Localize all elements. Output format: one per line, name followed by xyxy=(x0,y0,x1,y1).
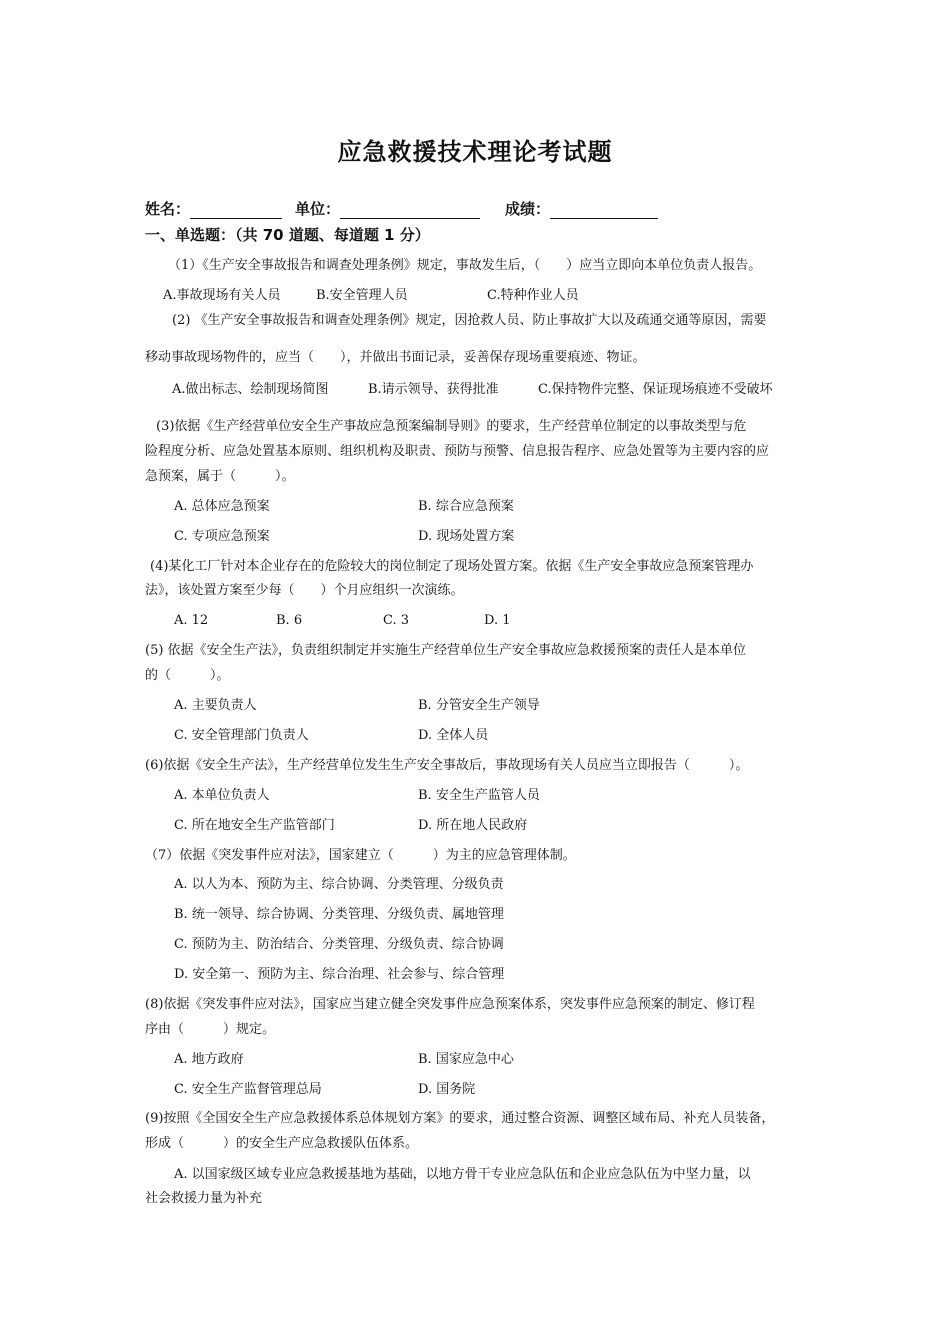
question-5-line-2: 的（ ）。 xyxy=(145,668,230,683)
q9-option-a-line-2: 社会救援力量为补充 xyxy=(145,1191,263,1206)
q1-option-c: C.特种作业人员 xyxy=(487,288,579,303)
question-2-line-1: (2) 《生产安全事故报告和调查处理条例》规定，因抢救人员、防止事故扩大以及疏通交通等原因，需要 xyxy=(172,313,767,328)
q3-option-a: A. 总体应急预案 xyxy=(174,499,270,514)
q4-option-d: D. 1 xyxy=(484,613,511,628)
q7-option-d: D. 安全第一、预防为主、综合治理、社会参与、综合管理 xyxy=(174,967,505,982)
question-6: (6)依据《安全生产法》，生产经营单位发生生产安全事故后，事故现场有关人员应当立即报告（ ）。 xyxy=(145,758,749,773)
question-3-line-3: 急预案，属于（ ）。 xyxy=(145,469,295,484)
q8-option-b: B. 国家应急中心 xyxy=(418,1052,514,1067)
q6-option-c: C. 所在地安全生产监管部门 xyxy=(174,818,335,833)
q7-option-b: B. 统一领导、综合协调、分类管理、分级负责、属地管理 xyxy=(174,907,504,922)
q8-option-d: D. 国务院 xyxy=(418,1082,476,1097)
question-4-line-2: 法》，该处置方案至少每（ ）个月应组织一次演练。 xyxy=(145,583,464,598)
q8-option-c: C. 安全生产监督管理总局 xyxy=(174,1082,322,1097)
q2-option-b: B.请示领导、获得批准 xyxy=(368,382,499,397)
page-title: 应急救援技术理论考试题 xyxy=(337,138,613,166)
q3-option-d: D. 现场处置方案 xyxy=(418,529,515,544)
question-9-line-1: (9)按照《全国安全生产应急救援体系总体规划方案》的要求，通过整合资源、调整区域布局、补充人员装备， xyxy=(145,1111,775,1126)
unit-field xyxy=(295,198,480,219)
q4-option-c: C. 3 xyxy=(383,613,410,628)
question-2-line-2: 移动事故现场物件的，应当（ ），并做出书面记录，妥善保存现场重要痕迹、物证。 xyxy=(145,350,646,365)
question-8-line-2: 序由（ ）规定。 xyxy=(145,1022,276,1037)
q1-option-a: A.事故现场有关人员 xyxy=(163,288,281,303)
q2-option-a: A.做出标志、绘制现场简图 xyxy=(172,382,329,397)
q5-option-a: A. 主要负责人 xyxy=(174,698,257,713)
q7-option-a: A. 以人为本、预防为主、综合协调、分类管理、分级负责 xyxy=(174,877,504,892)
q4-option-b: B. 6 xyxy=(276,613,303,628)
question-8-line-1: (8)依据《突发事件应对法》，国家应当建立健全突发事件应急预案体系，突发事件应急预案的制定、修订程 xyxy=(145,997,755,1012)
q4-option-a: A. 12 xyxy=(174,613,209,628)
q6-option-a: A. 本单位负责人 xyxy=(174,788,270,803)
q7-option-c: C. 预防为主、防治结合、分类管理、分级负责、综合协调 xyxy=(174,937,504,952)
unit-blank[interactable] xyxy=(340,202,480,219)
name-label: 姓名： xyxy=(145,200,191,218)
q8-option-a: A. 地方政府 xyxy=(174,1052,244,1067)
q5-option-d: D. 全体人员 xyxy=(418,728,489,743)
name-field xyxy=(145,198,282,219)
q5-option-c: C. 安全管理部门负责人 xyxy=(174,728,309,743)
unit-label: 单位： xyxy=(295,200,341,218)
section-heading: 一、单选题：（共 70 道题、每道题 1 分） xyxy=(145,226,430,244)
question-5-line-1: (5) 依据《安全生产法》，负责组织制定并实施生产经营单位生产安全事故应急救援预案的责任人是本单位 xyxy=(145,643,747,658)
q9-option-a-line-1: A. 以国家级区域专业应急救援基地为基础，以地方骨干专业应急队伍和企业应急队伍为中坚力量，以 xyxy=(174,1167,751,1182)
question-4-line-1: (4)某化工厂针对本企业存在的危险较大的岗位制定了现场处置方案。依据《生产安全事故应急预案管理办 xyxy=(150,559,754,574)
q6-option-b: B. 安全生产监管人员 xyxy=(418,788,540,803)
question-3-line-1: (3)依据《生产经营单位安全生产事故应急预案编制导则》的要求，生产经营单位制定的以事故类型与危 xyxy=(156,419,747,434)
name-blank[interactable] xyxy=(190,202,282,219)
question-9-line-2: 形成（ ）的安全生产应急救援队伍体系。 xyxy=(145,1136,419,1151)
question-3-line-2: 险程度分析、应急处置基本原则、组织机构及职责、预防与预警、信息报告程序、应急处置等为主要内容的应 xyxy=(145,444,770,459)
score-label: 成绩： xyxy=(505,200,551,218)
q5-option-b: B. 分管安全生产领导 xyxy=(418,698,540,713)
question-7: （7）依据《突发事件应对法》，国家建立（ ）为主的应急管理体制。 xyxy=(145,848,576,863)
q2-option-c: C.保持物件完整、保证现场痕迹不受破坏 xyxy=(538,382,773,397)
q1-option-b: B.安全管理人员 xyxy=(316,288,408,303)
q3-option-c: C. 专项应急预案 xyxy=(174,529,270,544)
score-field xyxy=(505,198,658,219)
score-blank[interactable] xyxy=(550,202,658,219)
q6-option-d: D. 所在地人民政府 xyxy=(418,818,528,833)
question-1: （1）《生产安全事故报告和调查处理条例》规定，事故发生后，（ ）应当立即向本单位负责人报告。 xyxy=(168,258,762,273)
q3-option-b: B. 综合应急预案 xyxy=(418,499,514,514)
